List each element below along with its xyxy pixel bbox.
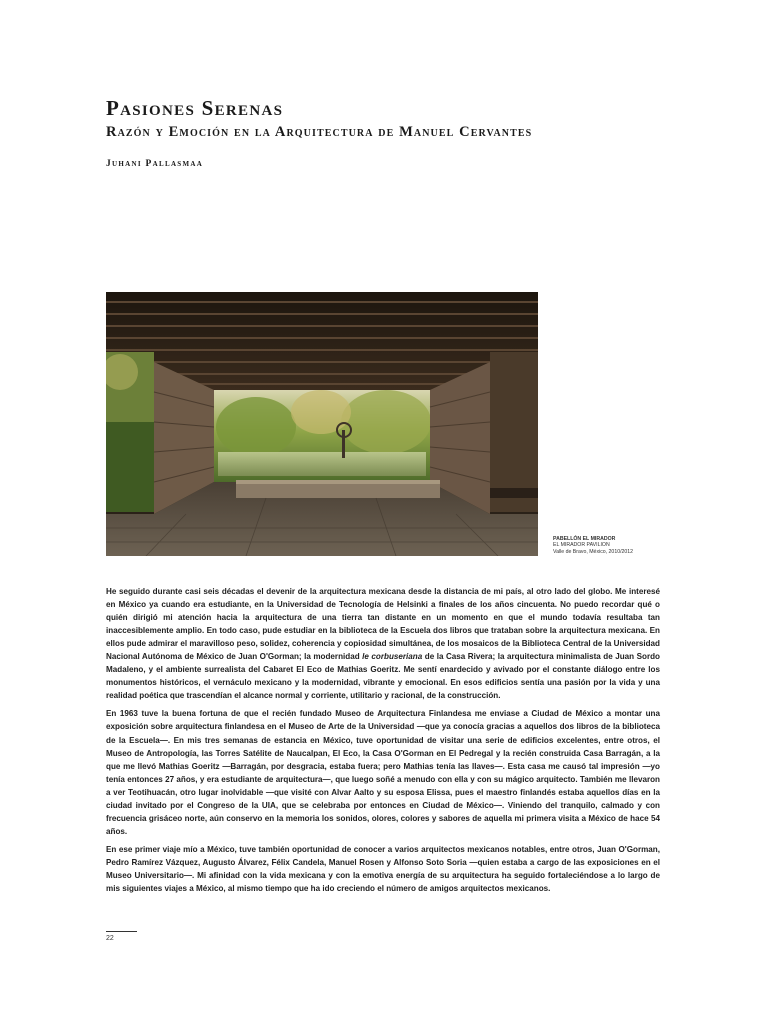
photo-caption — [553, 536, 663, 555]
caption-english-title: EL MIRADOR PAVILION — [553, 542, 610, 549]
article-body — [106, 585, 660, 900]
paragraph-1-text: He seguido durante casi seis décadas el devenir de la arquitectura mexicana desde la distancia de mi país, al otro lado del globo. Me interesé en México ya cuando era estudiante, en la Universidad de Tecnología de Helsinki a finales de los años cincuenta. No puedo recordar qué o quién dirigió mi atención hacia la arquitectura de una tierra tan distante en un momento en que el mundo todavía resultaba tan inaccesiblemente amplio. En todo caso, pude estudiar en la biblioteca de la Escuela dos libros que trataban sobre la arquitectura mexicana. En ellos pude admirar el maravilloso peso, solidez, coherencia y copiosidad simultánea, de los mosaicos de la Biblioteca Central de la Universidad Nacional Autónoma de México de Juan O'Gorman; la modernidad — [106, 587, 660, 662]
page-subtitle: Razón y Emoción en la Arquitectura de Manuel Cervantes — [106, 124, 533, 140]
caption-location: Valle de Bravo, México, 2010/2012 — [553, 548, 634, 555]
paragraph-2: En 1963 tuve la buena fortuna de que el recién fundado Museo de Arquitectura Finlandesa me enviase a Ciudad de México a montar una exposición sobre arquitectura finlandesa en el Museo de Arte de la Universidad —que ya conocía gracias a aquellos dos libros de la biblioteca de la Escuela—. En mis tres semanas de estancia en México, tuve oportunidad de visitar una serie de edificios excelentes, entre otros, el Museo de Antropología, las Torres Satélite de Naucalpan, El Eco, la Casa O'Gorman en El Pedregal y la recién construida Casa Barragán, a la que me llevó Mathias Goeritz —Barragán, por desgracia, estaba fuera; pero Mathias tenía las llaves—. Esta casa me causó tal impresión —yo tenía entonces 27 años, y era estudiante de arquitectura—, que luego soñé a menudo con ella y con su mágico arquitecto. También me llevaron a ver Teotihuacán, otro lugar inolvidable —que visité con Alvar Aalto y su esposa Elissa, pues el maestro finlandés estaba aquellos días en la ciudad invitado por el Congreso de la UIA, que se celebraba por entonces en Ciudad de México—. Viniendo del tranquilo, calmado y con frecuencia grisáceo norte, aún conservo en la memoria los sonidos, olores, colores y sabores de aquella mi primera visita a México de hace 54 años. — [106, 709, 660, 836]
page-number: 22 — [106, 935, 114, 942]
paragraph-1-end: de la Casa Rivera; la arquitectura minimalista de Juan Sordo Madaleno, y el ambiente surrealista del Cabaret El Eco de Mathias Goeritz. Me sentí enardecido y avivado por el constante diálogo entre los monumentos históricos, el vernáculo mexicano y la modernidad, vibrante y emocional. En esos edificios sentía una pasión por la vida y una realidad poética que trascendían el alcance normal y corriente, utilitario y racional, de la construcción. — [106, 652, 661, 701]
paragraph-1 — [106, 585, 660, 702]
paragraph-1-italic: le corbuseriana — [362, 652, 423, 662]
caption-title: PABELLÓN EL MIRADOR — [553, 536, 616, 542]
page-title: Pasiones Serenas — [106, 96, 284, 120]
author-name: Juhani Pallasmaa — [106, 159, 204, 169]
footer-rule — [106, 931, 137, 932]
pavilion-photo — [106, 292, 538, 556]
paragraph-3: En ese primer viaje mío a México, tuve también oportunidad de conocer a varios arquitectos mexicanos notables, entre otros, Juan O'Gorman, Pedro Ramírez Vázquez, Augusto Álvarez, Félix Candela, Manuel Rosen y Alfonso Soto Soria —quien estaba a cargo de las exposiciones en el Museo Universitario—. Mi afinidad con la vida mexicana y con la emotiva energía de su arquitectura ha seguido fortaleciéndose a lo largo de mis siguientes viajes a México, al mismo tiempo que ha ido creciendo el número de amigos arquitectos mexicanos. — [106, 844, 660, 894]
